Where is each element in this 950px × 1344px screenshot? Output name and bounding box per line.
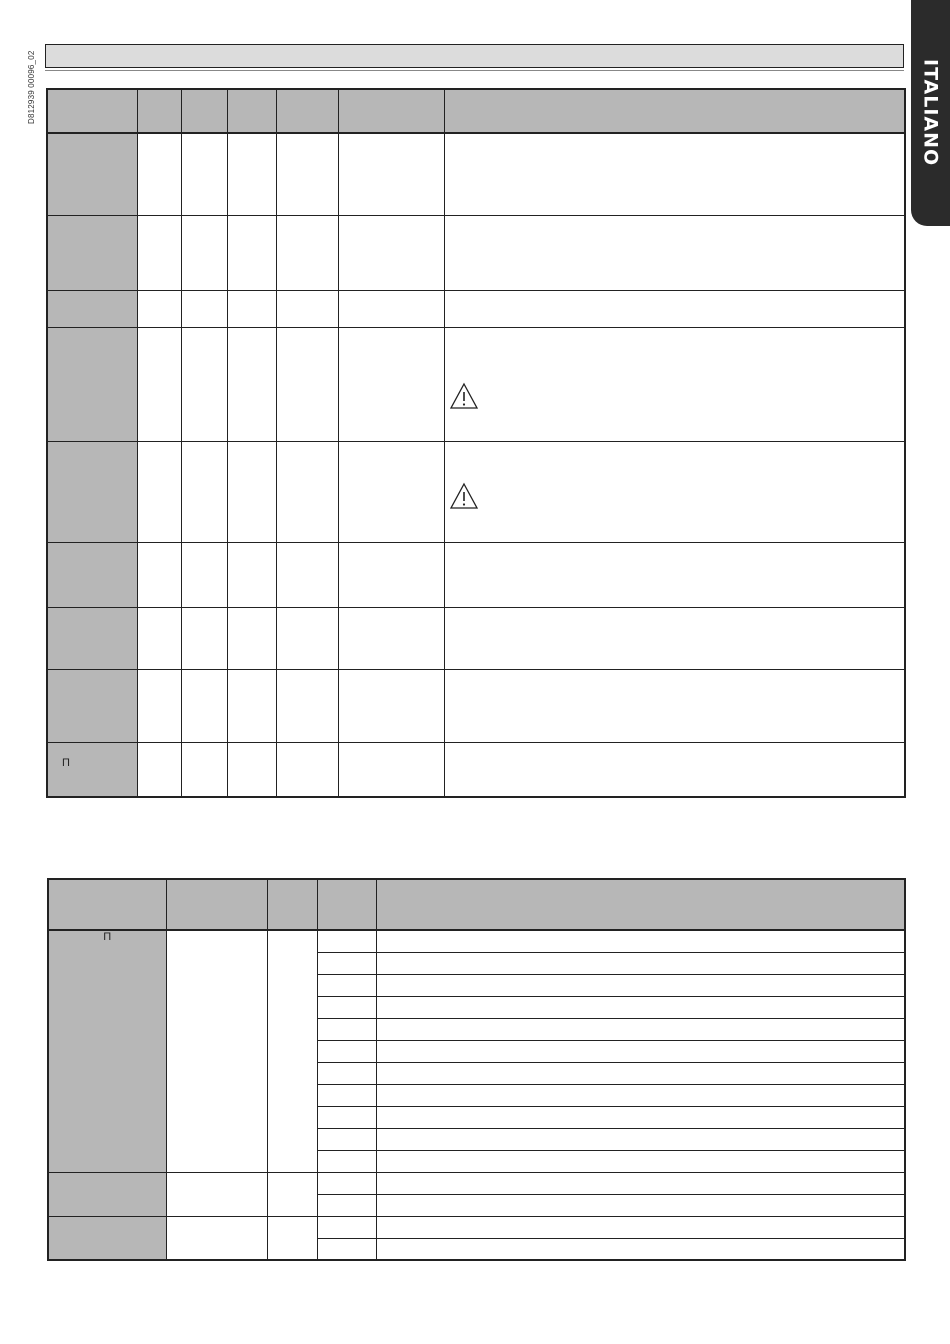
row-name-cell <box>47 327 137 441</box>
language-tab <box>911 0 950 226</box>
table-row <box>47 607 905 669</box>
row-name-cell <box>47 215 137 290</box>
row-name-cell <box>47 441 137 542</box>
title-underline <box>45 70 904 71</box>
language-tab-label: ITALIANO <box>919 59 942 167</box>
header-cell <box>376 879 905 930</box>
table-row <box>47 742 905 797</box>
group-glyph: Π <box>103 931 112 943</box>
header-cell <box>338 89 444 133</box>
table-row <box>47 215 905 290</box>
row-glyph: Π <box>62 756 70 769</box>
row-name-cell <box>47 542 137 607</box>
header-cell <box>137 89 181 133</box>
section-title-bar <box>45 44 904 68</box>
description-cell <box>444 669 905 742</box>
table-row <box>47 327 905 441</box>
description-cell <box>444 542 905 607</box>
document-code: D812939 00096_02 <box>27 50 36 124</box>
description-cell <box>444 215 905 290</box>
table-header-row <box>47 89 905 133</box>
table-row <box>47 133 905 215</box>
row-name-cell <box>47 290 137 327</box>
header-cell <box>276 89 338 133</box>
table-row <box>47 290 905 327</box>
table-row <box>48 1172 905 1194</box>
table-row <box>47 441 905 542</box>
header-cell <box>166 879 267 930</box>
description-cell <box>444 441 905 542</box>
description-cell <box>444 133 905 215</box>
description-cell <box>444 290 905 327</box>
table-header-row <box>48 879 905 930</box>
header-cell <box>48 879 166 930</box>
row-name-cell <box>47 742 137 797</box>
description-cell <box>444 327 905 441</box>
warning-triangle-icon <box>449 482 479 510</box>
table-row <box>47 542 905 607</box>
table-row <box>47 669 905 742</box>
row-name-cell <box>47 669 137 742</box>
header-cell <box>444 89 905 133</box>
table-row <box>48 1216 905 1238</box>
header-cell <box>47 89 137 133</box>
group-name-cell <box>48 1216 166 1260</box>
group-name-cell <box>48 1172 166 1216</box>
description-cell <box>444 742 905 797</box>
row-name-cell <box>47 607 137 669</box>
row-name-cell <box>47 133 137 215</box>
description-cell <box>444 607 905 669</box>
header-cell <box>317 879 376 930</box>
header-cell <box>267 879 317 930</box>
group-name-cell <box>48 930 166 1172</box>
warning-triangle-icon <box>449 382 479 410</box>
parameters-table <box>46 88 906 798</box>
header-cell <box>181 89 227 133</box>
options-table <box>47 878 906 1261</box>
header-cell <box>227 89 276 133</box>
table-row <box>48 930 905 952</box>
